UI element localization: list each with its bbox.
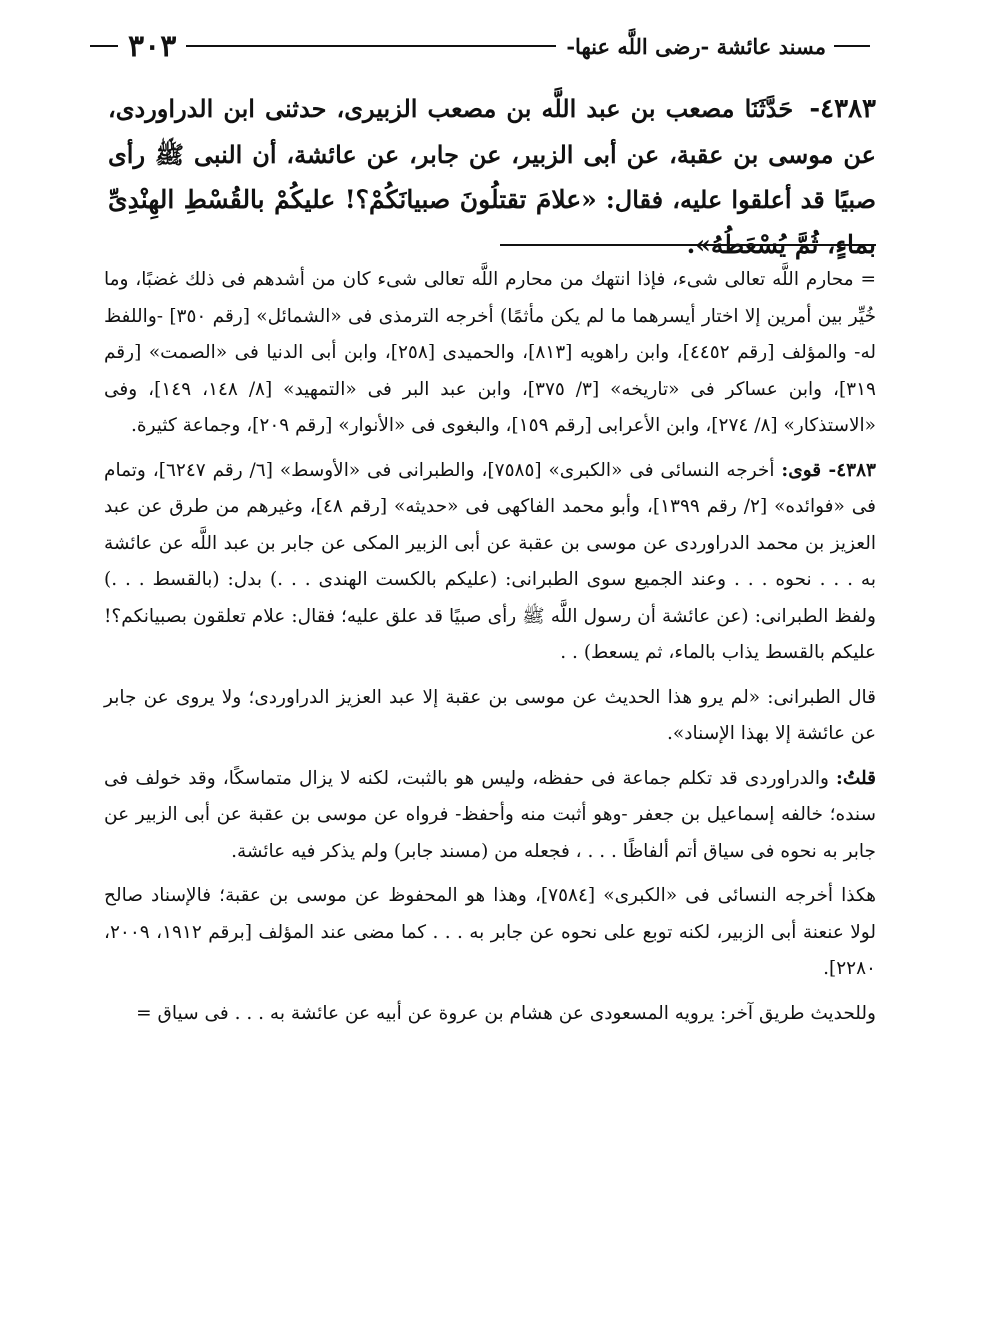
hadith-text — [108, 86, 876, 267]
footnotes — [104, 262, 876, 1040]
footnote-text: قال الطبرانى: «لم يرو هذا الحديث عن موسى بن عقبة إلا عبد العزيز الدراوردى؛ ولا يروى عن جابر عن عائشة إلا بهذا الإسناد». — [104, 686, 876, 744]
hadith-quote: «علامَ تقتلُونَ صبيانَكُمْ؟! عليكُمْ بالقُسْطِ الهِنْدِىِّ بماءٍ، ثُمَّ يُسْعَطُهُ». — [108, 185, 876, 259]
footnote-paragraph — [104, 262, 876, 445]
header-rule — [834, 45, 870, 47]
page-number: ٣٠٣ — [128, 28, 177, 64]
footnote-paragraph — [104, 878, 876, 988]
header-rule — [186, 45, 556, 47]
footnote-lead: قلتُ: — [836, 767, 876, 789]
footnote-lead: ٤٣٨٣- قوى: — [781, 459, 876, 481]
footnote-text: = محارم اللَّه تعالى شىء، فإذا انتهك من محارم اللَّه تعالى شىء كان من أشدهم فى ذلك غضبًا، وما خُيِّر بين أمرين إلا اختار أيسرهما ما لم يكن مأثمًا) أخرجه الترمذى فى «الشمائل» [رقم ٣٥٠] -واللفظ له- والمؤلف [رقم ٤٤٥٢]، وابن راهويه [٨١٣]، والحميدى [٢٥٨]، وابن أبى الدنيا فى «الصمت» [رقم ٣١٩]، وابن عساكر فى «تاريخه» [٣/ ٣٧٥]، وابن عبد البر فى «التمهيد» [٨/ ١٤٨، ١٤٩]، وفى «الاستذكار» [٨/ ٢٧٤]، وابن الأعرابى [رقم ١٥٩]، والبغوى فى «الأنوار» [رقم ٢٠٩]، وجماعة كثيرة. — [104, 269, 877, 436]
footnote-divider — [500, 244, 876, 246]
header-rule — [90, 45, 118, 47]
hadith-body: حَدَّثَنَا مصعب بن عبد اللَّه بن مصعب الزبيرى، حدثنى ابن الدراوردى، عن موسى بن عقبة، عن أبى الزبير، عن جابر، عن عائشة، أن النبى ﷺ رأى صبيًا قد أعلقوا عليه، فقال: — [108, 94, 876, 214]
footnote-text: هكذا أخرجه النسائى فى «الكبرى» [٧٥٨٤]، وهذا هو المحفوظ عن موسى بن عقبة؛ فالإسناد صالح لولا عنعنة أبى الزبير، لكنه توبع على نحوه عن جابر به . . . كما مضى عند المؤلف [برقم ١٩١٢، ٢٠٠٩، ٢٢٨٠]. — [104, 885, 876, 979]
footnote-text: والدراوردى قد تكلم جماعة فى حفظه، وليس هو بالثبت، لكنه لا يزال متماسكًا، وقد خولف فى سنده؛ خالفه إسماعيل بن جعفر -وهو أثبت منه وأحفظ- فرواه عن موسى بن عقبة عن أبى الزبير عن جابر به نحوه فى سياق أتم ألفاظًا . . . ، فجعله من (مسند جابر) ولم يذكر فيه عائشة. — [104, 767, 876, 862]
page-header — [90, 24, 870, 68]
footnote-paragraph — [104, 680, 876, 753]
footnote-text: أخرجه النسائى فى «الكبرى» [٧٥٨٥]، والطبرانى فى «الأوسط» [٦/ رقم ٦٢٤٧]، وتمام فى «فوائده» [٢/ رقم ١٣٩٩]، وأبو محمد الفاكهى فى «حديثه» [رقم ٤٨]، وغيرهم من طرق عن عبد العزيز بن محمد الدراوردى عن موسى بن عقبة عن أبى الزبير المكى عن جابر بن عبد اللَّه عن عائشة به . . . نحوه . . . وعند الجميع سوى الطبرانى: (عليكم بالكست الهندى . . .) بدل: (بالقسط . . .) ولفظ الطبرانى: (عن عائشة أن رسول اللَّه ﷺ رأى صبيًا قد علق عليه؛ فقال: علام تعلقون بصبيانكم؟! عليكم بالقسط يذاب بالماء، ثم يسعط) . . — [104, 459, 876, 663]
footnote-paragraph — [104, 996, 876, 1033]
footnote-paragraph — [104, 453, 876, 672]
running-title: مسند عائشة -رضى اللَّه عنها- — [566, 33, 826, 59]
footnote-text: وللحديث طريق آخر: يرويه المسعودى عن هشام بن عروة عن أبيه عن عائشة به . . . فى سياق = — [136, 1002, 876, 1024]
footnote-paragraph — [104, 761, 876, 871]
hadith-number: ٤٣٨٣- — [809, 94, 877, 124]
